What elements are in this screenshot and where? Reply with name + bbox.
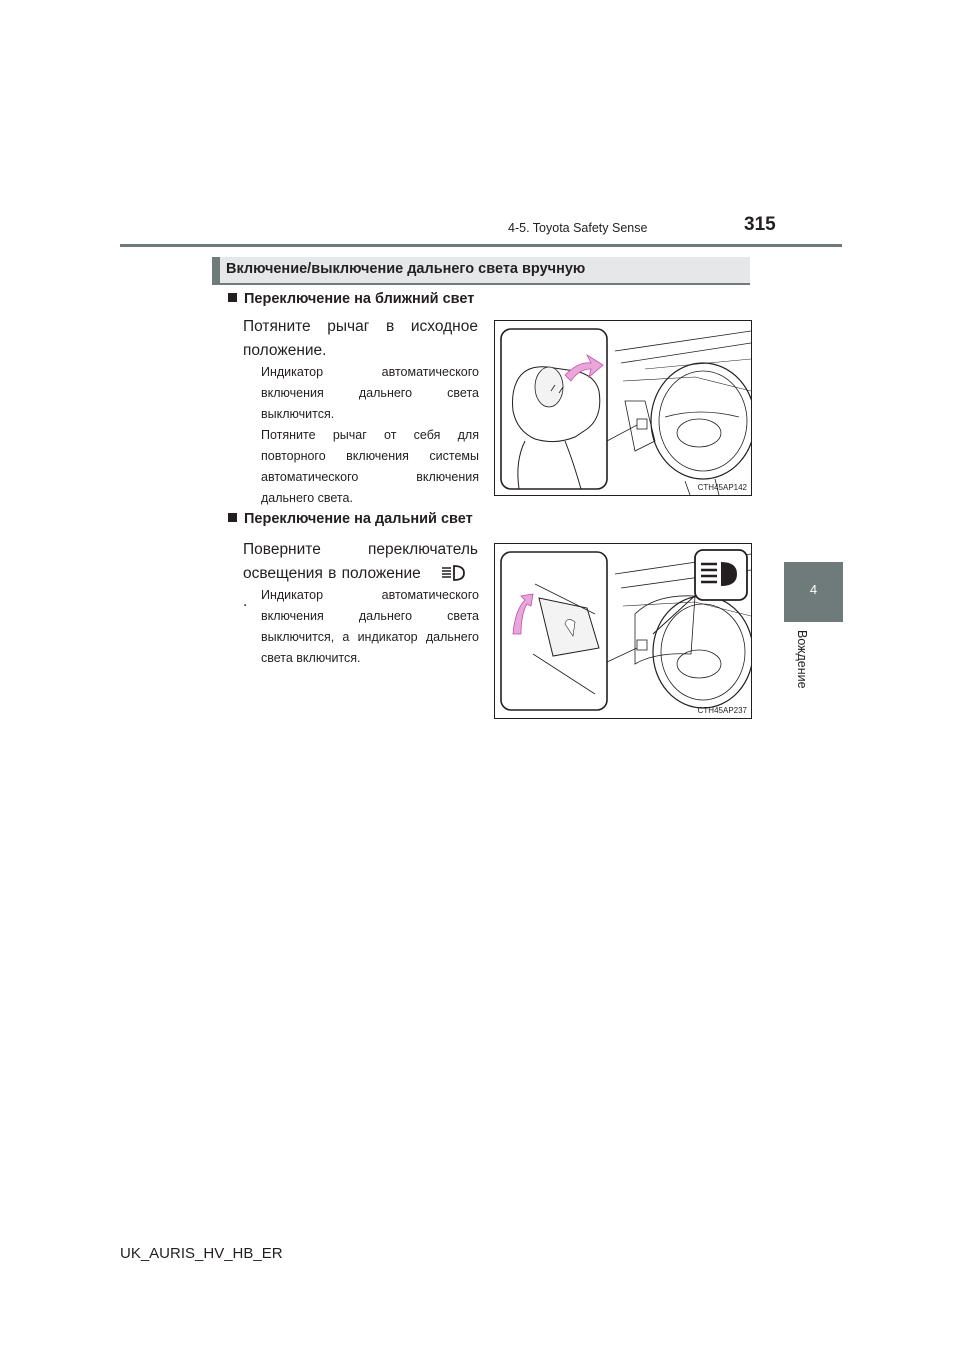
figure-low-beam-lever <box>494 320 752 496</box>
figure-code: CTH45AP237 <box>697 706 747 715</box>
instruction-text: Поверните переключатель освещения в положение <box>243 541 478 582</box>
page-number: 315 <box>744 214 776 235</box>
note-text: Индикатор автоматического включения дальнего света выключится. <box>261 365 479 421</box>
figure-code: CTH45AP142 <box>697 483 747 492</box>
note-text: Потяните рычаг от себя для повторного включения системы автоматического включения дальнего света. <box>261 428 479 505</box>
chapter-tab <box>784 562 843 622</box>
chapter-number: 4 <box>809 582 818 597</box>
section-bar-accent <box>212 257 220 283</box>
section-title: Включение/выключение дальнего света вручную <box>226 261 586 277</box>
section-bar-underline <box>212 283 750 285</box>
header-rule <box>120 244 842 247</box>
note-text: Индикатор автоматического включения дальнего света выключится, а индикатор дальнего света включится. <box>261 588 479 665</box>
block-heading-high-beam <box>228 511 473 527</box>
block-heading-text: Переключение на ближний свет <box>244 291 475 307</box>
chapter-label: Вождение <box>795 630 809 689</box>
instruction-paragraph: Потяните рычаг в исходное положение. <box>243 318 478 359</box>
section-breadcrumb: 4-5. Toyota Safety Sense <box>508 221 648 235</box>
block-heading-low-beam <box>228 291 474 307</box>
bullet-square-icon <box>228 293 237 302</box>
lever-pull-illustration <box>495 321 751 495</box>
instruction-text-end: . <box>243 593 248 610</box>
switch-turn-illustration <box>495 544 751 718</box>
footer-model-code: UK_AURIS_HV_HB_ER <box>120 1245 283 1262</box>
section-title-bar <box>212 257 750 283</box>
block-heading-text: Переключение на дальний свет <box>244 511 473 527</box>
figure-high-beam-switch <box>494 543 752 719</box>
bullet-square-icon <box>228 513 237 522</box>
